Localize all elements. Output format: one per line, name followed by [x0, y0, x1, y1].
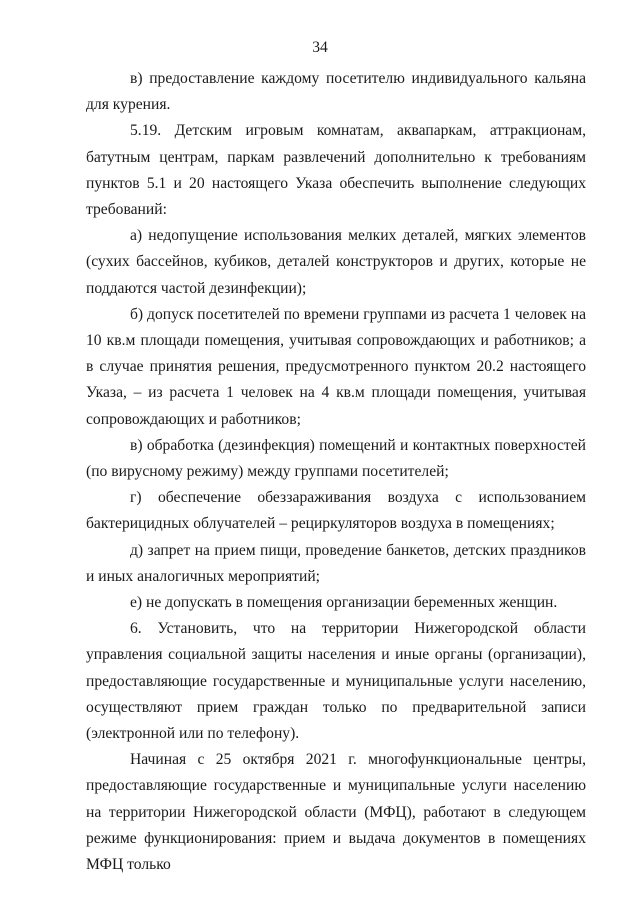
document-body — [86, 66, 586, 878]
paragraph-item-e: е) не допускать в помещения организации беременных женщин. — [130, 594, 558, 612]
paragraph-hookah: в) предоставление каждому посетителю индивидуального кальяна для курения. — [86, 70, 586, 114]
paragraph-mfc-schedule: Начиная с 25 октября 2021 г. многофункциональные центры, предоставляющие государственные и муниципальные услуги населению на территории Нижегородской области (МФЦ), работают в следующем режиме функционирования: прием и выдача документов в помещениях МФЦ только — [86, 751, 586, 874]
paragraph-item-d: д) запрет на прием пищи, проведение банкетов, детских праздников и иных аналогичных мероприятий; — [86, 541, 586, 585]
paragraph-item-g: г) обеспечение обеззараживания воздуха с использованием бактерицидных облучателей – рециркуляторов воздуха в помещениях; — [86, 489, 586, 533]
paragraph-item-b: б) допуск посетителей по времени группами из расчета 1 человек на 10 кв.м площади помещения, учитывая сопровождающих и работников; а в случае принятия решения, предусмотренного пунктом 20.2 настоящего Указа, – из расчета 1 человек на 4 кв.м площади помещения, учитывая сопровождающих и работников; — [86, 305, 586, 428]
paragraph-clause-5-19: 5.19. Детским игровым комнатам, аквапаркам, аттракционам, батутным центрам, паркам развлечений дополнительно к требованиям пунктов 5.1 и 20 настоящего Указа обеспечить выполнение следующих требований: — [86, 122, 586, 219]
page-number: 34 — [312, 39, 328, 56]
paragraph-clause-6: 6. Установить, что на территории Нижегородской области управления социальной защиты населения и иные органы (организации), предоставляющие государственные и муниципальные услуги населению, осуществляют прием граждан только по предварительной записи (электронной или по телефону). — [86, 620, 586, 743]
paragraph-item-a: а) недопущение использования мелких деталей, мягких элементов (сухих бассейнов, кубиков, деталей конструкторов и других, которые не поддаются частой дезинфекции); — [86, 227, 586, 297]
paragraph-item-v: в) обработка (дезинфекция) помещений и контактных поверхностей (по вирусному режиму) между группами посетителей; — [86, 436, 586, 481]
